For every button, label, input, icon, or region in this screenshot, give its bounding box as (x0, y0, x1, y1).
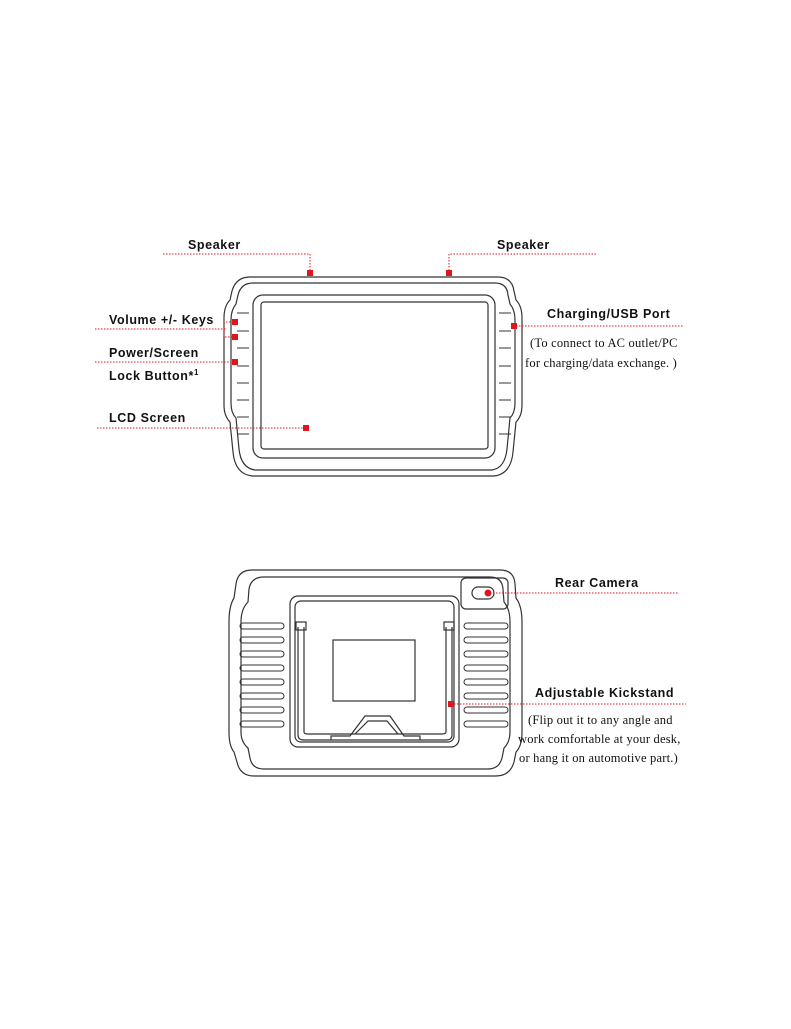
front-bezel (253, 295, 495, 458)
front-view (224, 277, 522, 476)
charging-port-note-line1: (To connect to AC outlet/PC (530, 336, 678, 350)
power-button-marker (232, 359, 238, 365)
rear-label-window (333, 640, 415, 701)
kickstand-plate (290, 596, 459, 747)
volume-up-marker (232, 319, 238, 325)
speaker-left-leader (163, 254, 310, 272)
kickstand-hook-inner (355, 721, 398, 734)
speaker-right-marker (446, 270, 452, 276)
power-button-label-line1: Power/Screen (109, 346, 199, 360)
charging-port-note-line2: for charging/data exchange. ) (525, 356, 678, 370)
kickstand-wire-inner (304, 627, 446, 734)
rear-left-ribs (240, 623, 284, 727)
charging-port-marker (511, 323, 517, 329)
lcd-screen-area (261, 302, 488, 449)
front-shell-outer (224, 277, 522, 476)
speaker-left-marker (307, 270, 313, 276)
speaker-left-label: Speaker (188, 238, 241, 252)
front-shell-inner (231, 283, 515, 470)
kickstand-hook (331, 716, 420, 740)
power-button-footnote: 1 (193, 368, 200, 377)
front-left-ribs (237, 313, 249, 434)
volume-keys-label: Volume +/- Keys (109, 313, 214, 327)
lcd-screen-label: LCD Screen (109, 411, 186, 425)
kickstand-note-line1: (Flip out it to any angle and (528, 713, 673, 727)
volume-down-marker (232, 334, 238, 340)
kickstand-marker (448, 701, 454, 707)
front-callout-markers (232, 270, 517, 431)
kickstand-note-line3: or hang it on automotive part.) (519, 751, 678, 765)
power-button-label-text: Lock Button* (109, 369, 194, 384)
front-right-ribs (499, 313, 511, 434)
power-button-label-line2 (109, 368, 199, 383)
rear-view (229, 570, 522, 776)
rear-right-ribs (464, 623, 508, 727)
kickstand-note-line2: work comfortable at your desk, (518, 732, 681, 746)
speaker-right-label: Speaker (497, 238, 550, 252)
kickstand-label: Adjustable Kickstand (535, 686, 675, 700)
lcd-screen-marker (303, 425, 309, 431)
speaker-right-leader (449, 254, 596, 272)
charging-port-label: Charging/USB Port (547, 307, 671, 321)
rear-camera-label: Rear Camera (555, 576, 639, 590)
kickstand-wire (298, 627, 452, 740)
rear-camera-marker (485, 590, 492, 597)
